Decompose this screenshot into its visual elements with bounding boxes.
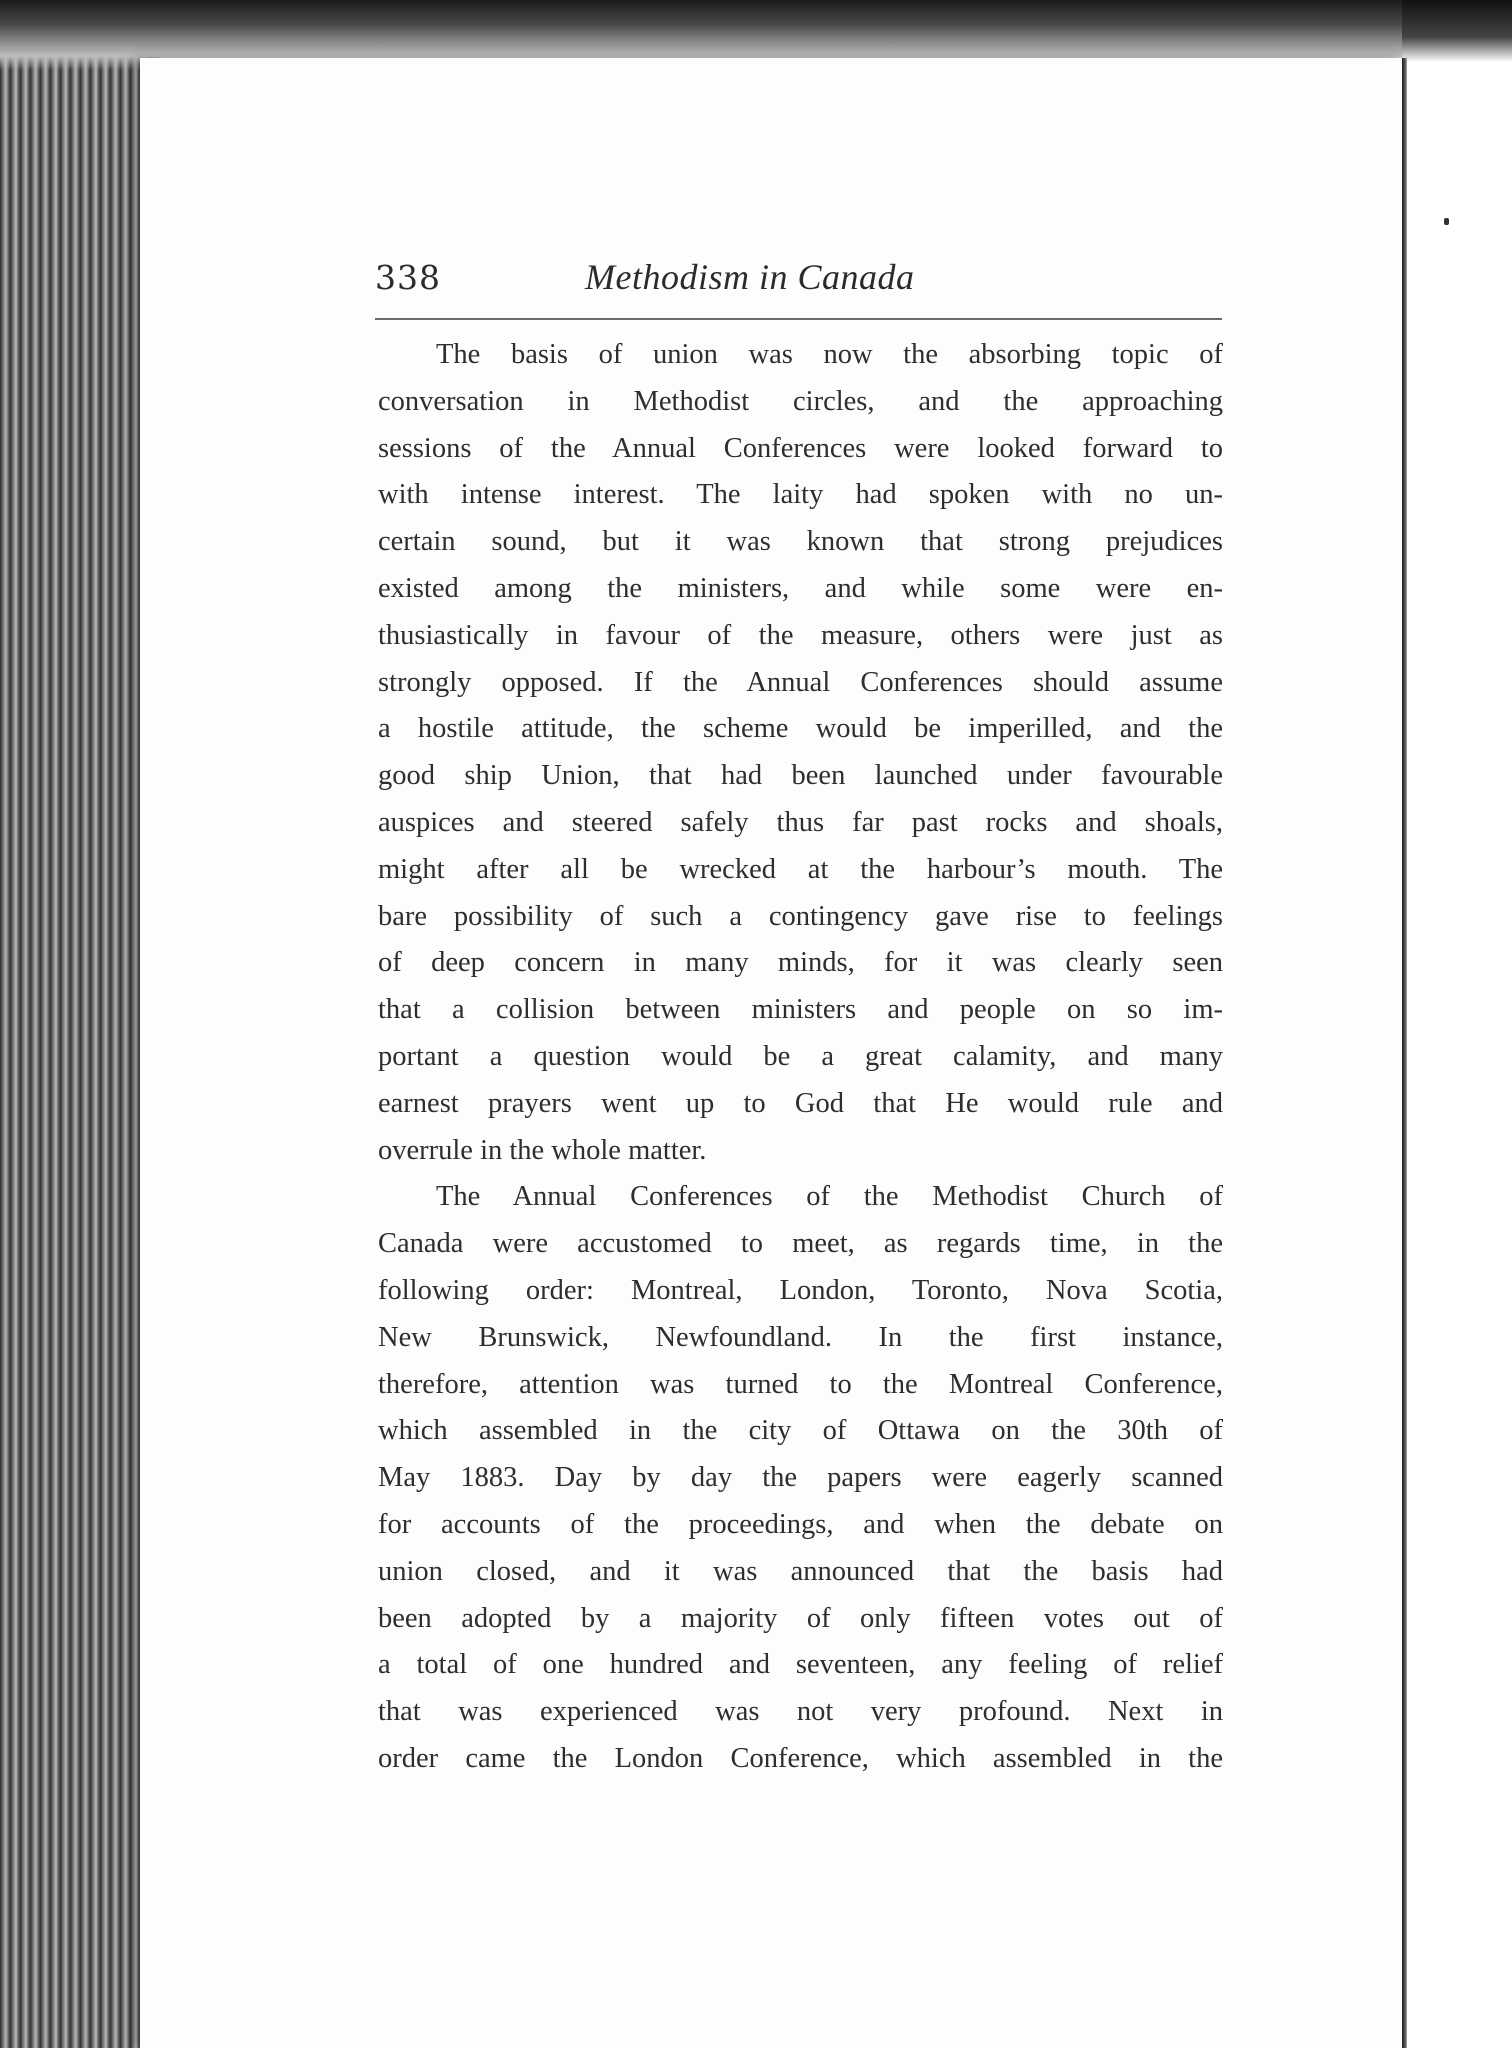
text-line: following order: Montreal, London, Toronto, Nova Scotia, [378, 1274, 1223, 1306]
text-line: The Annual Conferences of the Methodist Church of [436, 1181, 1223, 1213]
text-line: conversation in Methodist circles, and the approaching [378, 385, 1223, 417]
text-line: a hostile attitude, the scheme would be imperilled, and the [378, 713, 1223, 745]
text-line: with intense interest. The laity had spoken with no un- [378, 479, 1223, 511]
page-number: 338 [375, 258, 441, 297]
text-line: which assembled in the city of Ottawa on the 30th of [378, 1415, 1223, 1447]
text-line: Canada were accustomed to meet, as regards time, in the [378, 1228, 1223, 1260]
text-line: portant a question would be a great calamity, and many [378, 1040, 1223, 1072]
page-header [375, 258, 1220, 308]
text-line: might after all be wrecked at the harbour’s mouth. The [378, 853, 1223, 885]
body-text [378, 332, 1223, 1783]
text-line: good ship Union, that had been launched under favourable [378, 760, 1223, 792]
text-line: May 1883. Day by day the papers were eagerly scanned [378, 1462, 1223, 1494]
text-line: a total of one hundred and seventeen, any feeling of relief [378, 1649, 1223, 1681]
text-line: The basis of union was now the absorbing topic of [436, 339, 1223, 370]
text-line: certain sound, but it was known that strong prejudices [378, 526, 1223, 558]
facing-page-top-shadow [1402, 0, 1512, 62]
facing-page-margin [1402, 0, 1512, 2048]
text-line: that a collision between ministers and people on so im- [378, 994, 1223, 1026]
text-line: for accounts of the proceedings, and when the debate on [378, 1508, 1223, 1540]
text-line: New Brunswick, Newfoundland. In the first instance, [378, 1321, 1223, 1353]
text-line: bare possibility of such a contingency gave rise to feelings [378, 900, 1223, 932]
text-line: therefore, attention was turned to the Montreal Conference, [378, 1368, 1223, 1400]
text-line: thusiastically in favour of the measure, others were just as [378, 619, 1223, 651]
text-line: of deep concern in many minds, for it was clearly seen [378, 947, 1223, 979]
text-line: that was experienced was not very profound. Next in [378, 1696, 1223, 1728]
text-line: existed among the ministers, and while some were en- [378, 572, 1223, 604]
header-rule [375, 318, 1222, 320]
text-line: earnest prayers went up to God that He would rule and [378, 1087, 1223, 1119]
text-line: overrule in the whole matter. [378, 1134, 707, 1166]
running-title: Methodism in Canada [585, 257, 915, 297]
text-line: strongly opposed. If the Annual Conferences should assume [378, 666, 1223, 698]
scan-speck [1444, 218, 1449, 225]
text-line: been adopted by a majority of only fifteen votes out of [378, 1602, 1223, 1634]
text-line: union closed, and it was announced that the basis had [378, 1555, 1223, 1587]
text-line: sessions of the Annual Conferences were looked forward to [378, 432, 1223, 464]
text-line: auspices and steered safely thus far past rocks and shoals, [378, 806, 1223, 838]
gutter-line [1402, 58, 1407, 2048]
book-page-edges [0, 0, 160, 2048]
text-line: order came the London Conference, which assembled in the [378, 1742, 1223, 1774]
